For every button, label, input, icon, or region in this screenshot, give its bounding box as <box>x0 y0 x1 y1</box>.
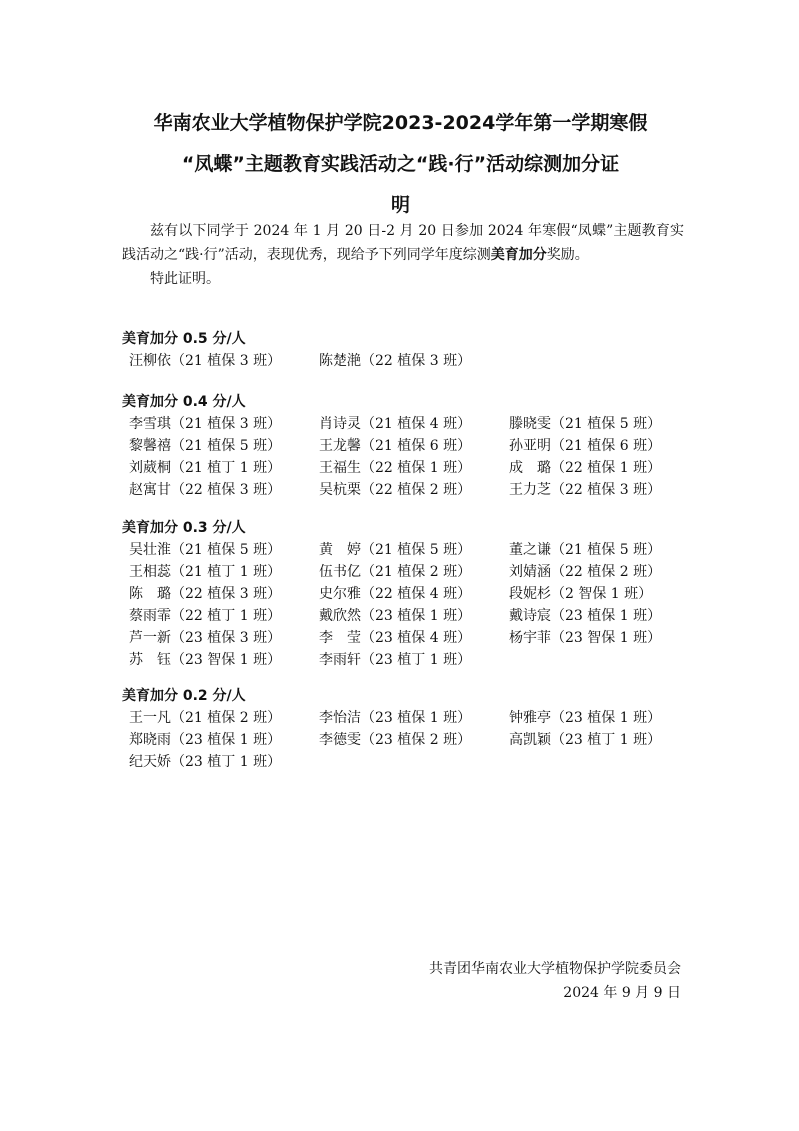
student-entry: 戴欣然（23 植保 1 班） <box>319 608 472 624</box>
student-entry: 王龙馨（21 植保 6 班） <box>319 438 472 454</box>
student-entry: 纪天娇（23 植丁 1 班） <box>129 754 282 770</box>
intro-part-1: 兹有以下同学于 2024 年 1 月 20 日-2 月 20 日参加 2024 年寒假“凤蝶”主题教育实践活动之“践·行”活动，表现优秀，现给予下列同学年度综测 <box>122 223 684 263</box>
name-grid <box>122 350 692 372</box>
issue-date: 2024 年 9 月 9 日 <box>563 985 681 1001</box>
student-entry: 郑晓雨（23 植保 1 班） <box>129 732 282 748</box>
student-entry: 苏 钰（23 智保 1 班） <box>129 652 282 668</box>
student-entry: 陈楚滟（22 植保 3 班） <box>319 353 472 369</box>
student-entry: 黎馨禧（21 植保 5 班） <box>129 438 282 454</box>
student-entry: 戴诗宸（23 植保 1 班） <box>509 608 662 624</box>
section-title: 美育加分 0.2 分/人 <box>122 688 246 704</box>
name-grid <box>122 707 692 773</box>
student-entry: 李雨轩（23 植丁 1 班） <box>319 652 472 668</box>
student-entry: 李德雯（23 植保 2 班） <box>319 732 472 748</box>
student-entry: 吴杭栗（22 植保 2 班） <box>319 482 472 498</box>
student-entry: 王一凡（21 植保 2 班） <box>129 710 282 726</box>
award-section-0-3 <box>122 517 692 671</box>
section-title: 美育加分 0.5 分/人 <box>122 331 246 347</box>
name-grid <box>122 413 692 501</box>
student-entry: 李怡洁（23 植保 1 班） <box>319 710 472 726</box>
student-entry: 吴壮淮（21 植保 5 班） <box>129 542 282 558</box>
student-entry: 陈 璐（22 植保 3 班） <box>129 586 282 602</box>
student-entry: 高凯颖（23 植丁 1 班） <box>509 732 662 748</box>
student-entry: 刘葳桐（21 植丁 1 班） <box>129 460 282 476</box>
student-entry: 王福生（22 植保 1 班） <box>319 460 472 476</box>
student-entry: 肖诗灵（21 植保 4 班） <box>319 416 472 432</box>
intro-paragraph <box>122 219 684 267</box>
intro-closing: 特此证明。 <box>150 271 220 287</box>
student-entry: 滕晓雯（21 植保 5 班） <box>509 416 662 432</box>
student-entry: 史尔雅（22 植保 4 班） <box>319 586 472 602</box>
document-title <box>118 103 683 226</box>
student-entry: 董之谦（21 植保 5 班） <box>509 542 662 558</box>
title-line-3: 明 <box>390 194 410 216</box>
student-entry: 汪柳依（21 植保 3 班） <box>129 353 282 369</box>
student-entry: 段妮杉（2 智保 1 班） <box>509 586 653 602</box>
award-section-0-2 <box>122 685 692 773</box>
signature-block <box>429 957 681 1005</box>
student-entry: 杨宇菲（23 智保 1 班） <box>509 630 662 646</box>
student-entry: 成 璐（22 植保 1 班） <box>509 460 662 476</box>
student-entry: 王相蕊（21 植丁 1 班） <box>129 564 282 580</box>
section-title: 美育加分 0.4 分/人 <box>122 394 246 410</box>
title-line-2: “凤蝶”主题教育实践活动之“践·行”活动综测加分证 <box>181 153 620 175</box>
intro-part-2: 奖励。 <box>546 247 589 263</box>
intro-text <box>122 219 684 291</box>
award-section-0-5 <box>122 328 692 372</box>
student-entry: 蔡雨霏（22 植丁 1 班） <box>129 608 282 624</box>
student-entry: 刘婧涵（22 植保 2 班） <box>509 564 662 580</box>
student-entry: 李 莹（23 植保 4 班） <box>319 630 472 646</box>
student-entry: 黄 婷（21 植保 5 班） <box>319 542 472 558</box>
student-entry: 赵寓甘（22 植保 3 班） <box>129 482 282 498</box>
issuing-organization: 共青团华南农业大学植物保护学院委员会 <box>429 961 681 977</box>
student-entry: 芦一新（23 植保 3 班） <box>129 630 282 646</box>
student-entry: 伍书亿（21 植保 2 班） <box>319 564 472 580</box>
award-section-0-4 <box>122 391 692 501</box>
student-entry: 孙亚明（21 植保 6 班） <box>509 438 662 454</box>
section-title: 美育加分 0.3 分/人 <box>122 520 246 536</box>
student-entry: 钟雅亭（23 植保 1 班） <box>509 710 662 726</box>
name-grid <box>122 539 692 671</box>
student-entry: 王力芝（22 植保 3 班） <box>509 482 662 498</box>
intro-bold-award: 美育加分 <box>490 247 547 263</box>
title-line-1: 华南农业大学植物保护学院2023-2024学年第一学期寒假 <box>153 112 648 134</box>
student-entry: 李雪琪（21 植保 3 班） <box>129 416 282 432</box>
